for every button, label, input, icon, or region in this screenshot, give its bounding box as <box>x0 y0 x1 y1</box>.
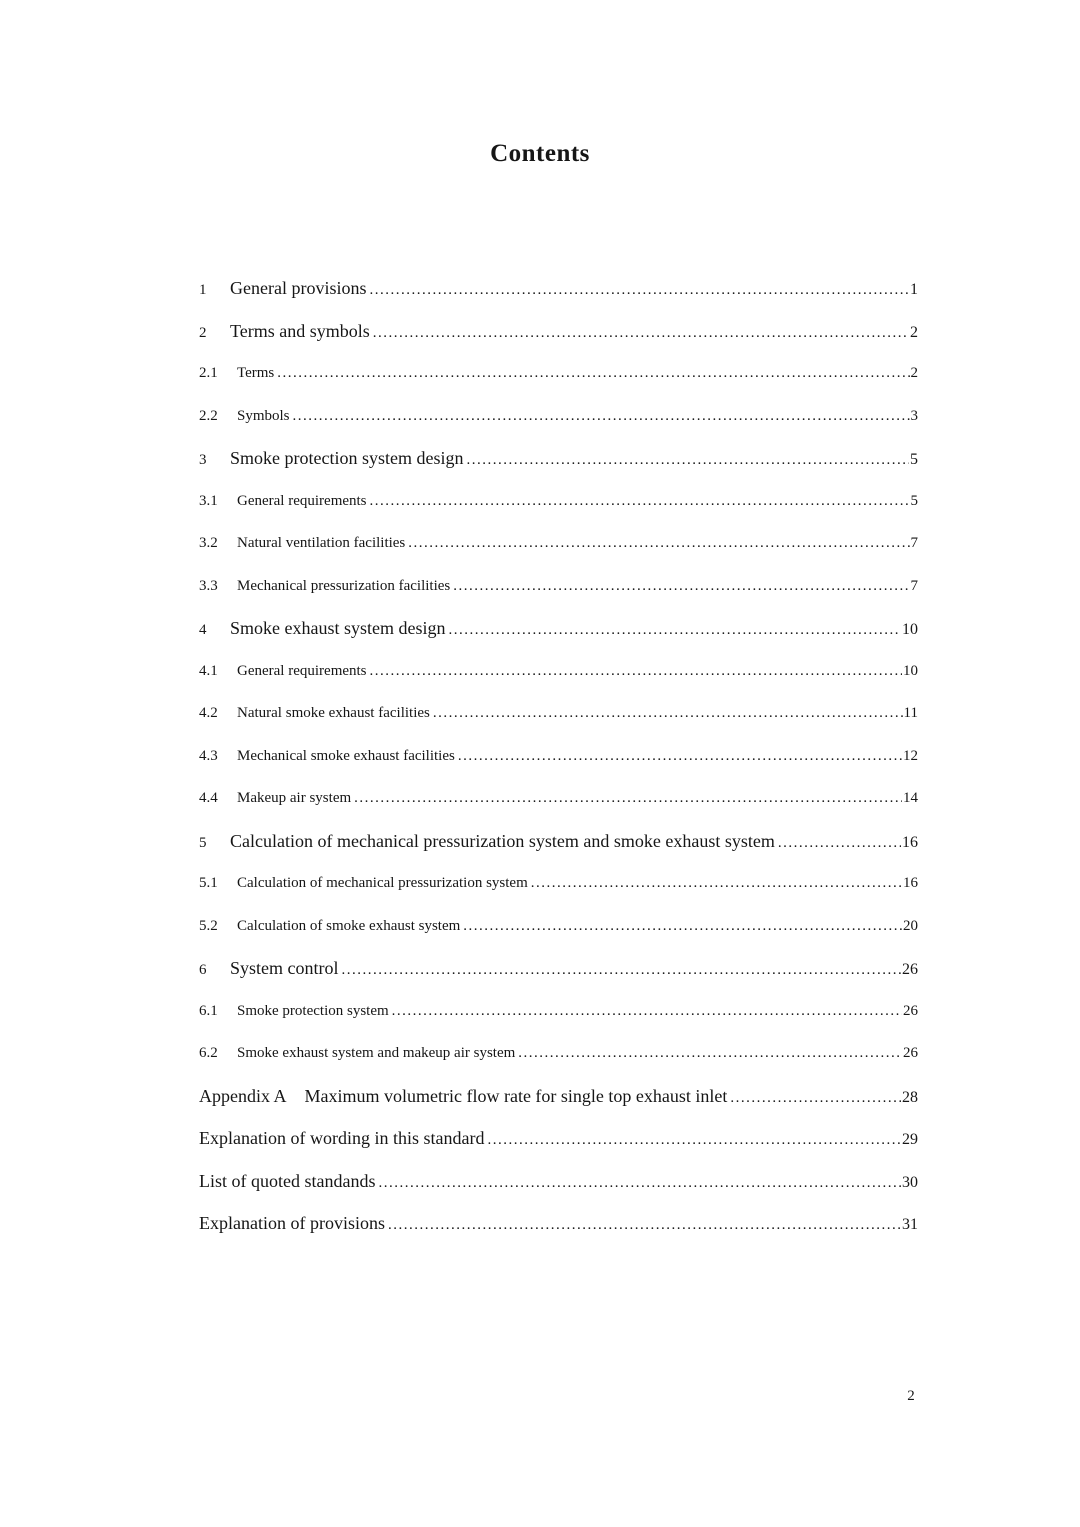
dot-leader <box>378 1162 901 1205</box>
toc-entry <box>199 820 918 863</box>
entry-number: 6.1 <box>199 1002 218 1019</box>
entry-label: Appendix A Maximum volumetric flow rate for single top exhaust inlet <box>199 1085 728 1106</box>
dot-leader <box>433 692 903 735</box>
entry-number: 3 <box>199 452 207 468</box>
dot-leader <box>408 522 909 565</box>
entry-label: Symbols <box>237 407 290 424</box>
toc-entry <box>199 650 918 693</box>
entry-number: 4.4 <box>199 790 218 806</box>
dot-leader <box>370 650 902 693</box>
dot-leader <box>518 1032 902 1075</box>
entry-label: Calculation of smoke exhaust system <box>237 917 461 934</box>
entry-page: 2 <box>910 323 918 341</box>
entry-label: Mechanical pressurization facilities <box>237 577 451 594</box>
dot-leader <box>458 735 902 778</box>
entry-number: 2.1 <box>199 365 218 381</box>
entry-label: Smoke exhaust system design <box>230 618 446 638</box>
entry-number: 6 <box>199 962 207 978</box>
table-of-contents <box>199 267 918 1245</box>
toc-entry <box>199 735 918 778</box>
dot-leader <box>448 609 901 652</box>
toc-entry <box>199 1202 918 1245</box>
entry-number: 2.2 <box>199 407 218 424</box>
entry-number: 4.1 <box>199 662 218 679</box>
entry-page: 31 <box>902 1216 918 1233</box>
entry-label: Calculation of mechanical pressurization system and smoke exhaust system <box>230 830 775 851</box>
toc-entry <box>199 1117 918 1160</box>
toc-entry <box>199 395 918 438</box>
entry-number: 4 <box>199 622 207 638</box>
entry-label: System control <box>230 958 339 978</box>
entry-page: 5 <box>910 451 918 468</box>
page-title: Contents <box>490 140 590 167</box>
dot-leader <box>392 990 902 1033</box>
dot-leader <box>453 565 909 608</box>
entry-label: Calculation of mechanical pressurization system <box>237 875 528 891</box>
entry-page: 26 <box>902 961 918 978</box>
entry-page: 20 <box>903 917 918 934</box>
entry-label: Smoke protection system design <box>230 448 464 468</box>
toc-entry <box>199 607 918 650</box>
dot-leader <box>466 439 909 482</box>
entry-page: 12 <box>903 747 918 764</box>
entry-page: 16 <box>902 833 918 851</box>
entry-label: General provisions <box>230 278 367 298</box>
entry-label: List of quoted standands <box>199 1170 376 1191</box>
entry-number: 5.2 <box>199 917 218 934</box>
entry-page: 30 <box>902 1173 918 1191</box>
entry-page: 5 <box>910 492 918 509</box>
dot-leader <box>354 777 902 820</box>
toc-entry <box>199 565 918 608</box>
entry-page: 16 <box>903 875 918 891</box>
entry-label: General requirements <box>237 492 367 509</box>
entry-page: 2 <box>910 365 918 381</box>
entry-page: 10 <box>903 662 918 679</box>
dot-leader <box>730 1077 901 1120</box>
toc-entry <box>199 522 918 565</box>
entry-number: 3.2 <box>199 535 218 551</box>
entry-number: 3.3 <box>199 577 218 594</box>
dot-leader <box>370 480 910 523</box>
entry-number: 5.1 <box>199 875 218 891</box>
entry-label: Terms <box>237 365 275 381</box>
dot-leader <box>342 949 902 992</box>
entry-label: Terms and symbols <box>230 320 370 341</box>
entry-page: 14 <box>903 790 918 806</box>
entry-label: Smoke protection system <box>237 1002 389 1019</box>
entry-number: 4.2 <box>199 705 218 721</box>
toc-entry <box>199 862 918 905</box>
entry-page: 10 <box>902 621 918 638</box>
toc-entry <box>199 267 918 310</box>
entry-page: 7 <box>910 535 918 551</box>
toc-entry <box>199 947 918 990</box>
dot-leader <box>388 1204 901 1247</box>
toc-entry <box>199 1075 918 1118</box>
dot-leader <box>373 312 909 355</box>
entry-label: Natural ventilation facilities <box>237 535 406 551</box>
dot-leader <box>531 862 902 905</box>
toc-entry <box>199 1032 918 1075</box>
toc-entry <box>199 352 918 395</box>
dot-leader <box>293 395 910 438</box>
entry-label: Mechanical smoke exhaust facilities <box>237 747 455 764</box>
toc-entry <box>199 777 918 820</box>
entry-page: 7 <box>910 577 918 594</box>
entry-label: Explanation of wording in this standard <box>199 1128 485 1148</box>
footer-page-number: 2 <box>907 1388 915 1404</box>
entry-page: 3 <box>910 407 918 424</box>
entry-label: Explanation of provisions <box>199 1213 385 1233</box>
entry-label: General requirements <box>237 662 367 679</box>
entry-number: 1 <box>199 282 207 298</box>
toc-entry <box>199 905 918 948</box>
entry-number: 3.1 <box>199 492 218 509</box>
dot-leader <box>487 1119 901 1162</box>
entry-number: 5 <box>199 834 207 851</box>
entry-page: 28 <box>902 1088 918 1106</box>
entry-number: 6.2 <box>199 1045 218 1061</box>
entry-page: 11 <box>903 705 918 721</box>
entry-page: 29 <box>902 1131 918 1148</box>
toc-entry <box>199 692 918 735</box>
entry-page: 1 <box>910 281 918 298</box>
entry-number: 4.3 <box>199 747 218 764</box>
toc-entry <box>199 1160 918 1203</box>
dot-leader <box>277 352 909 395</box>
toc-entry <box>199 480 918 523</box>
toc-entry <box>199 310 918 353</box>
entry-label: Makeup air system <box>237 790 352 806</box>
dot-leader <box>369 269 909 312</box>
entry-page: 26 <box>903 1045 918 1061</box>
dot-leader <box>463 905 902 948</box>
entry-number: 2 <box>199 324 207 341</box>
entry-label: Natural smoke exhaust facilities <box>237 705 430 721</box>
toc-entry <box>199 437 918 480</box>
entry-page: 26 <box>903 1002 918 1019</box>
dot-leader <box>778 822 901 865</box>
toc-entry <box>199 990 918 1033</box>
entry-label: Smoke exhaust system and makeup air system <box>237 1045 516 1061</box>
